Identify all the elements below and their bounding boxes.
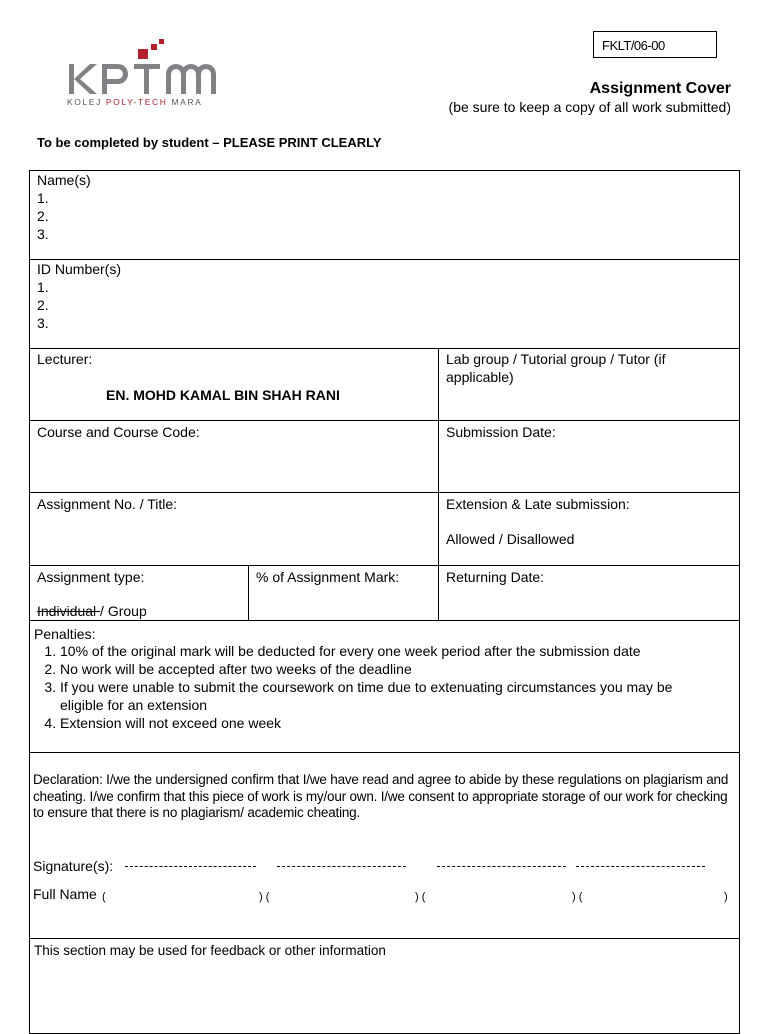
name-line-2: 2.	[37, 208, 49, 224]
penalty-item: 2. No work will be accepted after two weeks of the deadline	[60, 660, 732, 678]
signature-line-1[interactable]	[125, 866, 256, 867]
returning-date-cell[interactable]	[438, 565, 740, 621]
name-line-1: 1.	[37, 190, 49, 206]
id-line-2: 2.	[37, 297, 49, 313]
name-line-3: 3.	[37, 226, 49, 242]
full-name-field-4[interactable]: ) (	[572, 891, 583, 903]
course-cell[interactable]	[29, 420, 439, 493]
signature-line-3[interactable]	[437, 866, 566, 867]
names-label: Name(s)	[37, 172, 91, 188]
declaration-text: Declaration: I/we the undersigned confirm that I/we have read and agree to abide by these regulations on plagiarism and cheating. I/we confirm that this piece of work is my/our own. I/we consent to appropriate storage of our work for checking to ensure that there is no plagiarism/ academic cheating.	[33, 772, 729, 820]
logo-subtitle: KOLEJ POLY-TECH MARA	[67, 97, 203, 107]
lab-group-cell[interactable]	[438, 348, 740, 421]
full-name-field-1[interactable]: (	[102, 891, 106, 903]
penalty-item: 4. Extension will not exceed one week	[60, 714, 732, 732]
signature-line-2[interactable]	[277, 866, 406, 867]
signature-line-4[interactable]	[576, 866, 705, 867]
extension-cell[interactable]	[438, 492, 740, 566]
full-name-field-2[interactable]: ) (	[259, 891, 270, 903]
assignment-title-label: Assignment No. / Title:	[37, 496, 178, 512]
submission-date-label: Submission Date:	[446, 424, 556, 440]
signature-label: Signature(s):	[33, 858, 114, 874]
assignment-type-label: Assignment type:	[37, 569, 145, 585]
names-section[interactable]	[29, 170, 740, 260]
assignment-mark-cell[interactable]	[248, 565, 439, 621]
penalty-item: 1. 10% of the original mark will be deducted for every one week period after the submission date	[60, 642, 732, 660]
penalties-list	[12, 642, 732, 732]
feedback-label: This section may be used for feedback or other information	[34, 943, 386, 958]
lecturer-label: Lecturer:	[37, 351, 93, 367]
form-code-box	[593, 31, 717, 58]
lecturer-cell[interactable]	[29, 348, 439, 421]
full-name-label: Full Name	[33, 886, 97, 902]
penalties-section	[29, 620, 740, 753]
full-name-field-3[interactable]: ) (	[415, 891, 426, 903]
id-line-1: 1.	[37, 279, 49, 295]
feedback-section[interactable]	[29, 938, 740, 1034]
document-title: Assignment Cover	[589, 80, 731, 97]
extension-value: Allowed / Disallowed	[446, 531, 575, 547]
instruction-text: To be completed by student – PLEASE PRINT CLEARLY	[37, 135, 382, 150]
ids-label: ID Number(s)	[37, 261, 122, 277]
penalty-item: 3. If you were unable to submit the coursework on time due to extenuating circumstances you may be eligible for an extension	[60, 678, 732, 714]
assignment-title-cell[interactable]	[29, 492, 439, 566]
submission-date-cell[interactable]	[438, 420, 740, 493]
lecturer-name: EN. MOHD KAMAL BIN SHAH RANI	[106, 387, 340, 403]
extension-label: Extension & Late submission:	[446, 496, 630, 512]
assignment-mark-label: % of Assignment Mark:	[256, 569, 400, 585]
assignment-type-options: Individual / Group	[37, 603, 147, 619]
form-code: FKLT/06-00	[602, 38, 665, 53]
document-subtitle: (be sure to keep a copy of all work submitted)	[448, 99, 731, 115]
id-line-3: 3.	[37, 315, 49, 331]
id-numbers-section[interactable]	[29, 259, 740, 349]
assignment-type-cell[interactable]	[29, 565, 249, 621]
full-name-field-end: )	[724, 891, 728, 903]
penalties-label: Penalties:	[34, 626, 96, 642]
lab-group-label: Lab group / Tutorial group / Tutor (if applicable)	[446, 351, 666, 385]
course-label: Course and Course Code:	[37, 424, 200, 440]
returning-date-label: Returning Date:	[446, 569, 545, 585]
